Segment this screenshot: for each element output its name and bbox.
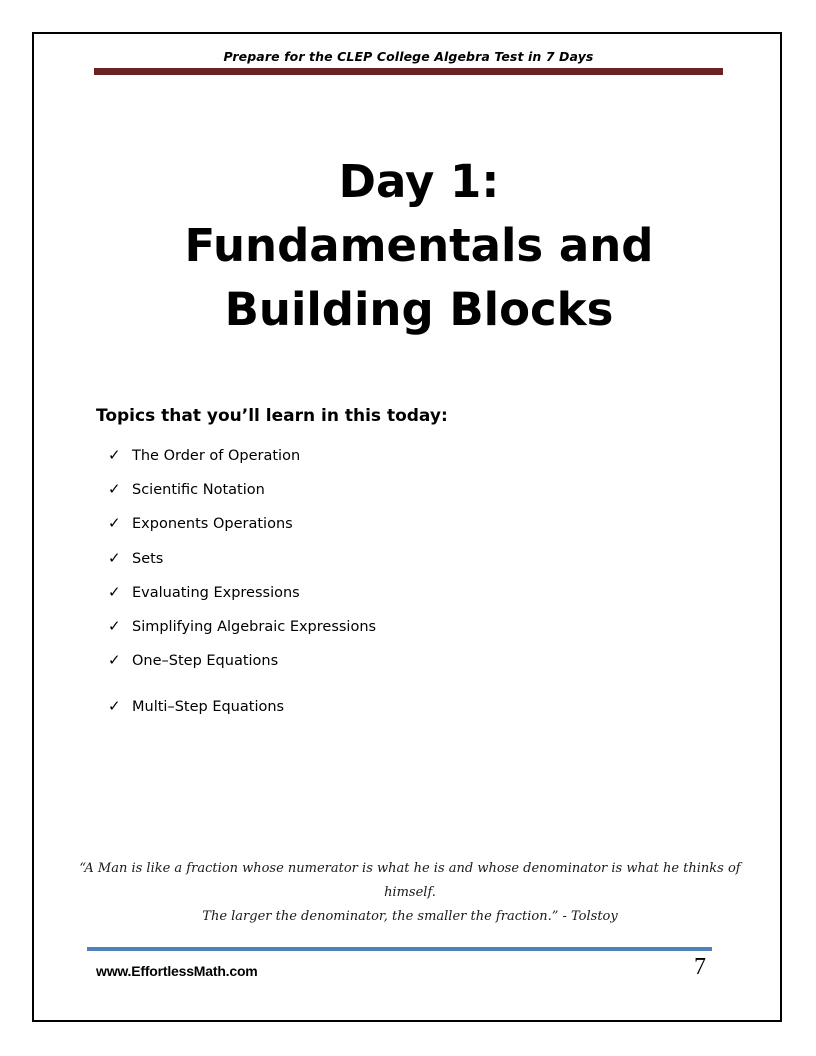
topic-label: Simplifying Algebraic Expressions xyxy=(132,619,377,635)
quote xyxy=(60,857,760,929)
checkmark-icon: ✓ xyxy=(108,480,121,498)
checkmark-icon: ✓ xyxy=(108,514,121,532)
topic-label: Scientific Notation xyxy=(132,482,265,498)
running-header: Prepare for the CLEP College Algebra Test in 7 Days xyxy=(223,49,594,64)
header-rule xyxy=(94,68,723,75)
page-number: 7 xyxy=(694,954,706,980)
topic-label: Evaluating Expressions xyxy=(132,585,300,601)
website-url: www.EffortlessMath.com xyxy=(96,963,258,979)
list-item xyxy=(108,549,163,567)
chapter-title-line-2: Fundamentals and xyxy=(184,219,654,272)
checkmark-icon: ✓ xyxy=(108,583,121,601)
topic-label: Exponents Operations xyxy=(132,516,293,532)
list-item xyxy=(108,446,300,464)
list-item xyxy=(108,697,284,715)
topic-label: Sets xyxy=(132,551,164,567)
chapter-title xyxy=(94,150,744,342)
chapter-title-line-1: Day 1: xyxy=(338,155,500,208)
list-item xyxy=(108,583,300,601)
checkmark-icon: ✓ xyxy=(108,617,121,635)
checkmark-icon: ✓ xyxy=(108,697,121,715)
checkmark-icon: ✓ xyxy=(108,446,121,464)
footer-rule xyxy=(87,947,712,951)
quote-line-2: The larger the denominator, the smaller the fraction.” - Tolstoy xyxy=(202,909,618,924)
checkmark-icon: ✓ xyxy=(108,651,121,669)
topic-label: Multi–Step Equations xyxy=(132,699,285,715)
list-item xyxy=(108,514,293,532)
chapter-title-line-3: Building Blocks xyxy=(224,283,614,336)
topic-label: One–Step Equations xyxy=(132,653,279,669)
topic-label: The Order of Operation xyxy=(132,448,301,464)
list-item xyxy=(108,480,265,498)
quote-line-1: “A Man is like a fraction whose numerator is what he is and whose denominator is what he thinks of himself. xyxy=(79,861,741,900)
list-item xyxy=(108,617,376,635)
checkmark-icon: ✓ xyxy=(108,549,121,567)
topics-heading: Topics that you’ll learn in this today: xyxy=(96,406,448,426)
list-item xyxy=(108,651,278,669)
